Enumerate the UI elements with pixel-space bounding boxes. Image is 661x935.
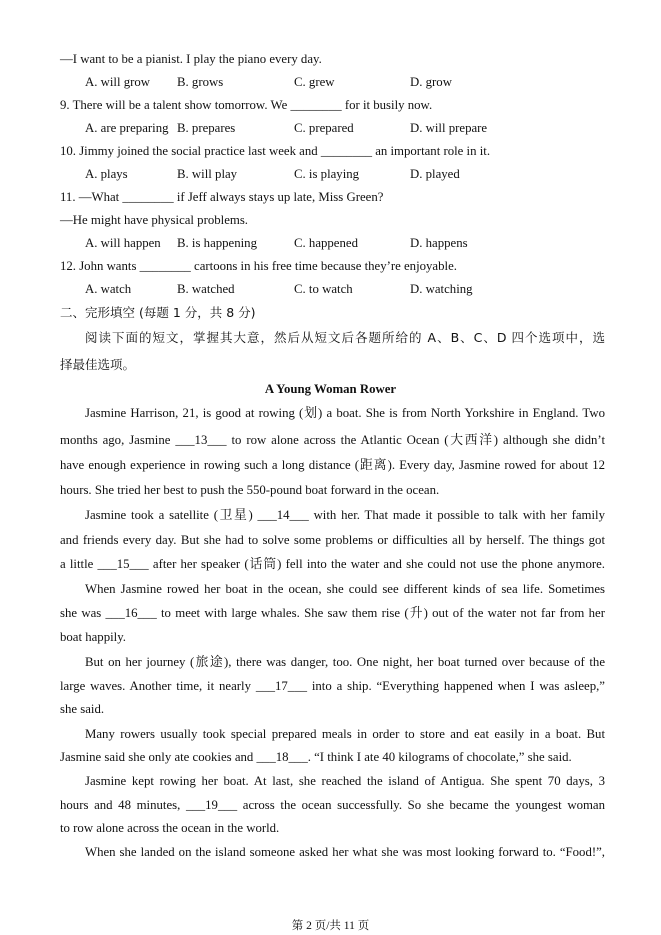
passage-line: she said. (60, 702, 105, 716)
q10-option-a: A. plays (85, 167, 128, 181)
passage-line: Many rowers usually took special prepared meals in order to store and eat easily in a boat. But (85, 727, 605, 741)
passage-line: she was ___16___ to meet with large whales. She saw them rise (升) out of the water not far from her (60, 606, 605, 620)
passage-line: hours. She tried her best to push the 550-pound boat forward in the ocean. (60, 483, 440, 497)
q12-option-a: A. watch (85, 282, 132, 296)
q10-option-c: C. is playing (294, 167, 360, 181)
passage-line: boat happily. (60, 630, 126, 644)
section-instruction-cont: 择最佳选项。 (60, 357, 136, 372)
q9-option-b: B. prepares (177, 121, 236, 135)
q8-answer-line: —I want to be a pianist. I play the piano every day. (60, 52, 322, 66)
passage-line: and friends every day. But she had to solve some problems or difficulties all by herself. The things got (60, 533, 605, 547)
q12-stem: 12. John wants ________ cartoons in his free time because they’re enjoyable. (60, 259, 457, 273)
q11-option-a: A. will happen (85, 236, 161, 250)
passage-title: A Young Woman Rower (264, 382, 397, 396)
q11-option-c: C. happened (294, 236, 358, 250)
q9-option-c: C. prepared (294, 121, 354, 135)
passage-line: Jasmine Harrison, 21, is good at rowing (划) a boat. She is from North Yorkshire in England. Two (85, 406, 605, 420)
q11-option-b: B. is happening (177, 236, 257, 250)
q12-option-c: C. to watch (294, 282, 353, 296)
passage-line: a little ___15___ after her speaker (话筒) fell into the water and she could not use the phone anymore. (60, 557, 605, 571)
passage-line: Jasmine said she only ate cookies and ___18___. “I think I ate 40 kilograms of chocolate,” she said. (60, 750, 572, 764)
q8-option-a: A. will grow (85, 75, 151, 89)
section-heading: 二、完形填空 (每题 1 分，共 8 分) (60, 305, 256, 320)
q8-option-d: D. grow (410, 75, 452, 89)
passage-line: have enough experience in rowing such a long distance (距离). Every day, Jasmine rowed for about 12 (60, 458, 605, 472)
passage-line: Jasmine kept rowing her boat. At last, she reached the island of Antigua. She spent 70 days, 3 (85, 774, 605, 788)
q9-option-a: A. are preparing (85, 121, 169, 135)
q11-stem: 11. —What ________ if Jeff always stays up late, Miss Green? (60, 190, 384, 204)
q9-option-d: D. will prepare (410, 121, 488, 135)
q10-option-d: D. played (410, 167, 460, 181)
passage-line: Jasmine took a satellite (卫星) ___14___ with her. That made it possible to talk with her family (85, 508, 605, 522)
passage-line: But on her journey (旅途), there was danger, too. One night, her boat turned over because of the (85, 655, 605, 669)
q8-option-c: C. grew (294, 75, 335, 89)
q10-option-b: B. will play (177, 167, 238, 181)
passage-line: large waves. Another time, it nearly ___17___ into a ship. “Everything happened when I was asleep,” (60, 679, 605, 693)
passage-line: to row alone across the ocean in the world. (60, 821, 280, 835)
passage-line: months ago, Jasmine ___13___ to row alone across the Atlantic Ocean (大西洋) although she didn’t (60, 433, 605, 447)
passage-line: When Jasmine rowed her boat in the ocean, she could see different kinds of sea life. Sometimes (85, 582, 605, 596)
q8-option-b: B. grows (177, 75, 224, 89)
section-instruction: 阅读下面的短文，掌握其大意，然后从短文后各题所给的 A、B、C、D 四个选项中，选 (85, 330, 605, 345)
q9-stem: 9. There will be a talent show tomorrow. We ________ for it busily now. (60, 98, 433, 112)
passage-line: When she landed on the island someone asked her what she was most looking forward to. “Food!”, (85, 845, 605, 859)
passage-line: hours and 48 minutes, ___19___ across the ocean successfully. So she became the youngest woman (60, 798, 605, 812)
q12-option-d: D. watching (410, 282, 473, 296)
q10-stem: 10. Jimmy joined the social practice last week and ________ an important role in it. (60, 144, 491, 158)
q12-option-b: B. watched (177, 282, 235, 296)
q11-reply: —He might have physical problems. (60, 213, 249, 227)
page-number: 第 2 页/共 11 页 (291, 920, 370, 932)
q11-option-d: D. happens (410, 236, 468, 250)
